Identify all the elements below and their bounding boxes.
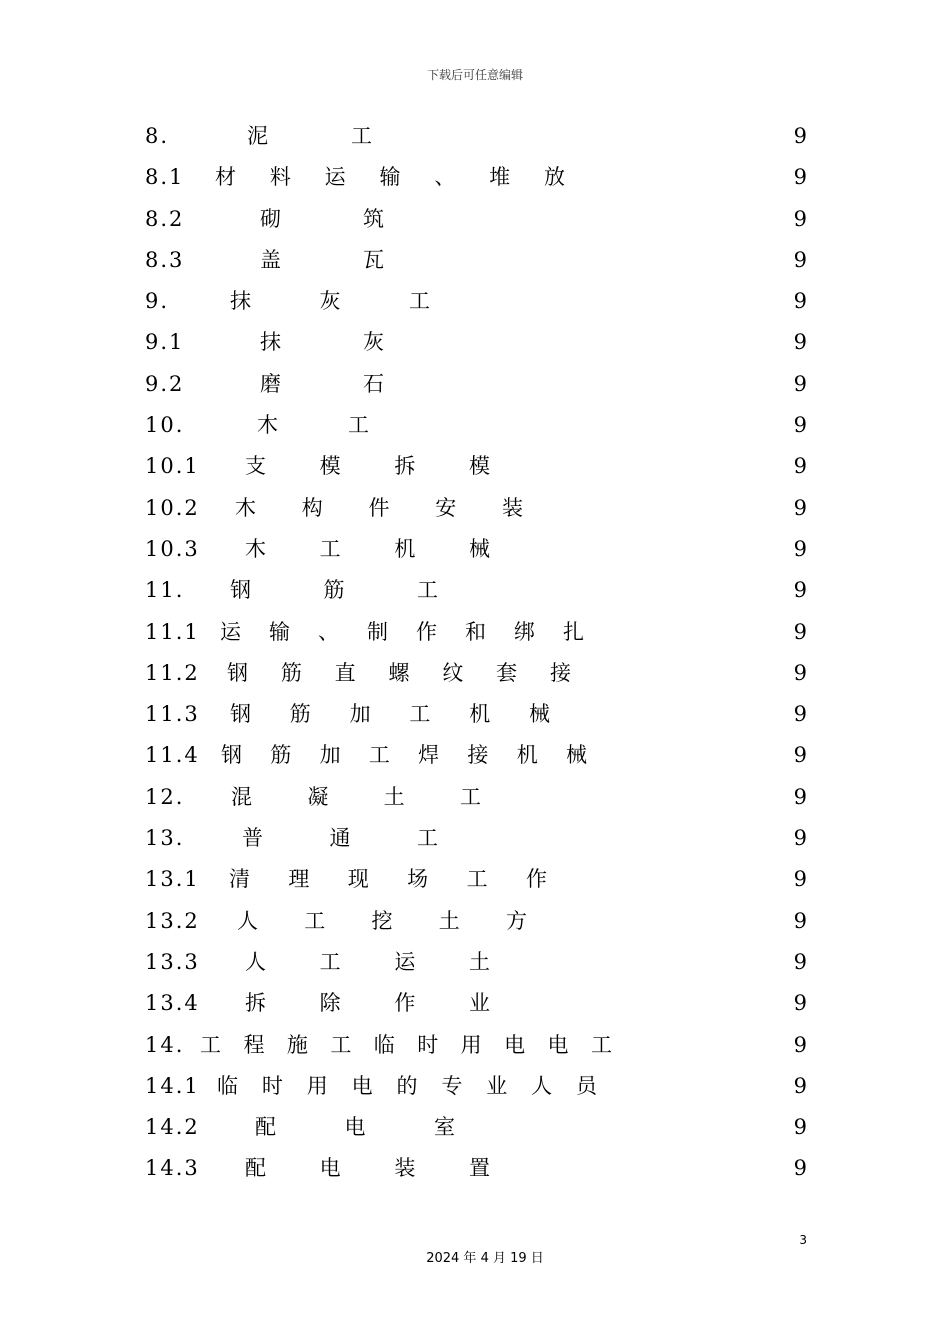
toc-title-char: 砌 (260, 206, 281, 231)
toc-title-char: 运 (324, 165, 346, 190)
toc-title-char: 程 (243, 1032, 265, 1057)
toc-entry-number: 10. (145, 413, 185, 438)
toc-entry[interactable] (145, 612, 807, 653)
toc-entry-title (260, 364, 384, 405)
toc-title-char: 工 (348, 413, 369, 438)
toc-entry-number: 8.3 (145, 247, 185, 272)
toc-title-char: 室 (434, 1115, 455, 1140)
toc-title-char: 钢 (230, 702, 251, 727)
toc-entry-page: 9 (793, 454, 807, 479)
toc-entry[interactable] (145, 653, 807, 694)
toc-entry[interactable] (145, 116, 807, 157)
toc-title-char: 电 (351, 1073, 373, 1098)
toc-entry-title (237, 901, 527, 942)
toc-title-char: 械 (528, 702, 550, 727)
toc-title-char: 配 (255, 1115, 276, 1140)
toc-entry-page: 9 (793, 206, 807, 231)
toc-title-char: 瓦 (363, 247, 384, 272)
toc-entry-page: 9 (793, 908, 807, 933)
toc-title-char: 的 (396, 1073, 418, 1098)
toc-entry-number: 13.2 (145, 908, 200, 933)
toc-entry-number: 11.1 (145, 619, 200, 644)
toc-entry-page: 9 (793, 660, 807, 685)
toc-title-char: 件 (368, 495, 390, 520)
toc-title-char: 筑 (363, 206, 384, 231)
toc-entry-title (230, 570, 438, 611)
toc-entry-number: 14.1 (145, 1073, 200, 1098)
toc-entry-title (200, 1025, 612, 1066)
toc-entry-page: 9 (793, 826, 807, 851)
toc-title-char: 筋 (280, 660, 302, 685)
toc-entry-number: 14.3 (145, 1156, 200, 1181)
toc-entry[interactable] (145, 529, 807, 570)
toc-title-char: 筋 (289, 702, 311, 727)
toc-entry-number: 10.2 (145, 495, 200, 520)
toc-entry-page: 9 (793, 124, 807, 148)
toc-title-char: 绑 (514, 619, 535, 644)
toc-title-char: 抹 (230, 289, 251, 314)
toc-entry-number: 14.2 (145, 1115, 200, 1140)
toc-entry[interactable] (145, 364, 807, 405)
toc-title-char: 木 (257, 413, 278, 438)
toc-title-char: 业 (468, 991, 490, 1016)
toc-title-char: 扎 (563, 619, 584, 644)
toc-title-char: 普 (242, 826, 263, 851)
toc-title-char: 时 (261, 1073, 283, 1098)
toc-title-char: 人 (237, 908, 258, 933)
toc-entry[interactable] (145, 1066, 807, 1107)
toc-title-char: 用 (460, 1032, 482, 1057)
toc-title-char: 输 (269, 619, 290, 644)
toc-entry-title (245, 983, 490, 1024)
toc-entry-page: 9 (793, 949, 807, 974)
toc-entry-number: 11. (145, 578, 185, 603)
toc-title-char: 除 (319, 991, 341, 1016)
toc-title-char: 现 (347, 867, 369, 892)
toc-entry-title (242, 818, 438, 859)
toc-entry[interactable] (145, 694, 807, 735)
toc-title-char: 工 (319, 949, 341, 974)
toc-title-char: 土 (383, 784, 405, 809)
toc-title-char: 接 (467, 743, 489, 768)
toc-entry-page: 9 (793, 1032, 807, 1057)
toc-entry-title (220, 612, 584, 653)
toc-title-char: 电 (504, 1032, 526, 1057)
toc-entry-title (257, 405, 369, 446)
toc-entry-page: 9 (793, 867, 807, 892)
toc-title-char: 工 (459, 784, 481, 809)
toc-entry-title (245, 446, 490, 487)
toc-entry-page: 9 (793, 578, 807, 603)
toc-entry-title (235, 488, 523, 529)
toc-title-char: 直 (334, 660, 356, 685)
toc-title-char: 电 (344, 1115, 366, 1140)
toc-title-char: 工 (200, 1032, 221, 1057)
toc-entry-page: 9 (793, 330, 807, 355)
toc-title-char: 电 (547, 1032, 569, 1057)
toc-title-char: 料 (269, 165, 291, 190)
toc-entry[interactable] (145, 859, 807, 900)
toc-title-char: 作 (394, 991, 416, 1016)
toc-entry-title (227, 653, 571, 694)
toc-entry[interactable] (145, 1148, 807, 1189)
toc-title-char: 运 (394, 949, 416, 974)
toc-entry-title (247, 116, 372, 157)
toc-title-char: 、 (434, 165, 456, 190)
toc-entry[interactable] (145, 322, 807, 363)
toc-entry-title (230, 281, 430, 322)
toc-title-char: 人 (531, 1073, 553, 1098)
toc-title-char: 装 (502, 495, 523, 520)
toc-entry-number: 9.2 (145, 371, 185, 396)
toc-title-char: 业 (486, 1073, 508, 1098)
toc-title-char: 工 (417, 826, 438, 851)
toc-entry-page: 9 (793, 1073, 807, 1098)
toc-entry[interactable] (145, 405, 807, 446)
toc-entry-page: 9 (793, 743, 807, 768)
toc-title-char: 焊 (418, 743, 440, 768)
toc-entry-title (221, 735, 587, 776)
toc-entry-number: 13.4 (145, 991, 200, 1016)
toc-entry-title (260, 199, 384, 240)
toc-title-char: 清 (229, 867, 250, 892)
toc-title-char: 时 (417, 1032, 439, 1057)
toc-entry[interactable] (145, 942, 807, 983)
table-of-contents (145, 116, 807, 1190)
toc-entry[interactable] (145, 777, 807, 818)
toc-entry-title (217, 1066, 597, 1107)
toc-title-char: 工 (409, 702, 431, 727)
toc-title-char: 工 (330, 1032, 352, 1057)
toc-entry-title (229, 859, 547, 900)
toc-title-char: 木 (235, 495, 256, 520)
toc-title-char: 人 (245, 949, 266, 974)
toc-title-char: 制 (367, 619, 388, 644)
toc-entry[interactable] (145, 240, 807, 281)
toc-title-char: 场 (407, 867, 429, 892)
toc-entry-number: 11.3 (145, 702, 200, 727)
toc-title-char: 支 (245, 454, 266, 479)
page-footer-date: 2024 年 4 月 19 日 (426, 1251, 544, 1266)
toc-entry-title (215, 157, 565, 198)
toc-title-char: 土 (468, 949, 490, 974)
toc-entry-page: 9 (793, 495, 807, 520)
toc-title-char: 模 (468, 454, 490, 479)
toc-title-char: 磨 (260, 371, 281, 396)
toc-entry-number: 9.1 (145, 330, 185, 355)
toc-entry-number: 10.1 (145, 454, 200, 479)
toc-entry-page: 9 (793, 784, 807, 809)
toc-title-char: 工 (590, 1032, 612, 1057)
toc-entry-title (260, 322, 384, 363)
toc-title-char: 运 (220, 619, 241, 644)
toc-entry-number: 11.2 (145, 660, 200, 685)
toc-title-char: 员 (576, 1073, 597, 1098)
toc-title-char: 拆 (245, 991, 266, 1016)
toc-title-char: 灰 (363, 330, 384, 355)
toc-title-char: 施 (286, 1032, 308, 1057)
toc-entry-title (260, 240, 384, 281)
toc-entry-page: 9 (793, 247, 807, 272)
toc-title-char: 筋 (323, 578, 345, 603)
toc-title-char: 机 (516, 743, 538, 768)
toc-entry-number: 8.1 (145, 165, 185, 190)
toc-title-char: 构 (301, 495, 323, 520)
toc-title-char: 输 (379, 165, 401, 190)
toc-entry[interactable] (145, 1107, 807, 1148)
toc-title-char: 机 (394, 536, 416, 561)
toc-title-char: 放 (543, 165, 565, 190)
toc-title-char: 械 (565, 743, 587, 768)
toc-title-char: 作 (416, 619, 437, 644)
toc-title-char: 抹 (260, 330, 281, 355)
toc-title-char: 筋 (270, 743, 292, 768)
toc-entry-number: 9. (145, 289, 170, 314)
toc-title-char: 挖 (371, 908, 393, 933)
toc-title-char: 工 (319, 536, 341, 561)
toc-title-char: 纹 (442, 660, 464, 685)
toc-entry[interactable] (145, 488, 807, 529)
toc-title-char: 凝 (307, 784, 329, 809)
toc-entry[interactable] (145, 735, 807, 776)
toc-entry[interactable] (145, 570, 807, 611)
toc-entry[interactable] (145, 157, 807, 198)
toc-title-char: 泥 (247, 124, 268, 148)
toc-entry-number: 10.3 (145, 536, 200, 561)
toc-title-char: 临 (373, 1032, 395, 1057)
toc-title-char: 配 (245, 1156, 266, 1181)
toc-entry-title (245, 1148, 490, 1189)
page-header: 下载后可任意编辑 (426, 68, 523, 82)
toc-title-char: 械 (468, 536, 490, 561)
toc-title-char: 石 (363, 371, 384, 396)
toc-entry[interactable] (145, 199, 807, 240)
toc-entry-number: 11.4 (145, 743, 200, 768)
toc-entry-number: 8.2 (145, 206, 185, 231)
toc-entry-number: 8. (145, 124, 170, 148)
toc-title-char: 钢 (227, 660, 248, 685)
toc-title-char: 接 (549, 660, 571, 685)
toc-entry-page: 9 (793, 289, 807, 314)
toc-title-char: 工 (368, 743, 390, 768)
toc-title-char: 拆 (394, 454, 416, 479)
toc-entry[interactable] (145, 1025, 807, 1066)
toc-entry-page: 9 (793, 413, 807, 438)
toc-title-char: 用 (306, 1073, 328, 1098)
toc-entry-number: 12. (145, 784, 185, 809)
toc-title-char: 方 (506, 908, 527, 933)
toc-title-char: 钢 (221, 743, 242, 768)
toc-entry-number: 13.3 (145, 949, 200, 974)
toc-title-char: 盖 (260, 247, 281, 272)
toc-entry-page: 9 (793, 1115, 807, 1140)
toc-title-char: 工 (409, 289, 430, 314)
toc-entry-page: 9 (793, 371, 807, 396)
toc-entry[interactable] (145, 901, 807, 942)
toc-title-char: 作 (525, 867, 547, 892)
toc-entry-title (231, 777, 481, 818)
toc-title-char: 、 (318, 619, 339, 644)
toc-title-char: 堆 (489, 165, 511, 190)
toc-title-char: 装 (394, 1156, 416, 1181)
toc-entry-number: 13.1 (145, 867, 200, 892)
toc-entry-page: 9 (793, 991, 807, 1016)
toc-title-char: 通 (329, 826, 351, 851)
toc-title-char: 灰 (319, 289, 341, 314)
toc-title-char: 工 (351, 124, 372, 148)
toc-title-char: 置 (468, 1156, 490, 1181)
toc-entry[interactable] (145, 281, 807, 322)
toc-entry-title (230, 694, 550, 735)
toc-title-char: 理 (288, 867, 310, 892)
toc-title-char: 加 (319, 743, 341, 768)
toc-title-char: 安 (435, 495, 457, 520)
toc-title-char: 工 (304, 908, 326, 933)
toc-entry-number: 13. (145, 826, 185, 851)
toc-entry[interactable] (145, 446, 807, 487)
toc-title-char: 临 (217, 1073, 238, 1098)
toc-title-char: 套 (496, 660, 518, 685)
toc-title-char: 工 (466, 867, 488, 892)
toc-title-char: 专 (441, 1073, 463, 1098)
toc-entry-number: 14. (145, 1032, 185, 1057)
toc-title-char: 工 (417, 578, 438, 603)
toc-entry-page: 9 (793, 165, 807, 190)
toc-title-char: 钢 (230, 578, 251, 603)
toc-title-char: 和 (465, 619, 486, 644)
toc-entry-title (245, 529, 490, 570)
page-number: 3 (799, 1233, 807, 1247)
toc-entry-page: 9 (793, 1156, 807, 1181)
toc-entry[interactable] (145, 818, 807, 859)
toc-entry-page: 9 (793, 619, 807, 644)
toc-title-char: 木 (245, 536, 266, 561)
toc-title-char: 机 (469, 702, 491, 727)
toc-title-char: 混 (231, 784, 252, 809)
toc-entry[interactable] (145, 983, 807, 1024)
toc-entry-title (255, 1107, 455, 1148)
toc-title-char: 加 (349, 702, 371, 727)
toc-entry-page: 9 (793, 702, 807, 727)
toc-title-char: 模 (319, 454, 341, 479)
toc-title-char: 土 (438, 908, 460, 933)
toc-entry-title (245, 942, 490, 983)
toc-title-char: 电 (319, 1156, 341, 1181)
toc-title-char: 螺 (388, 660, 410, 685)
toc-title-char: 材 (215, 165, 236, 190)
toc-entry-page: 9 (793, 536, 807, 561)
